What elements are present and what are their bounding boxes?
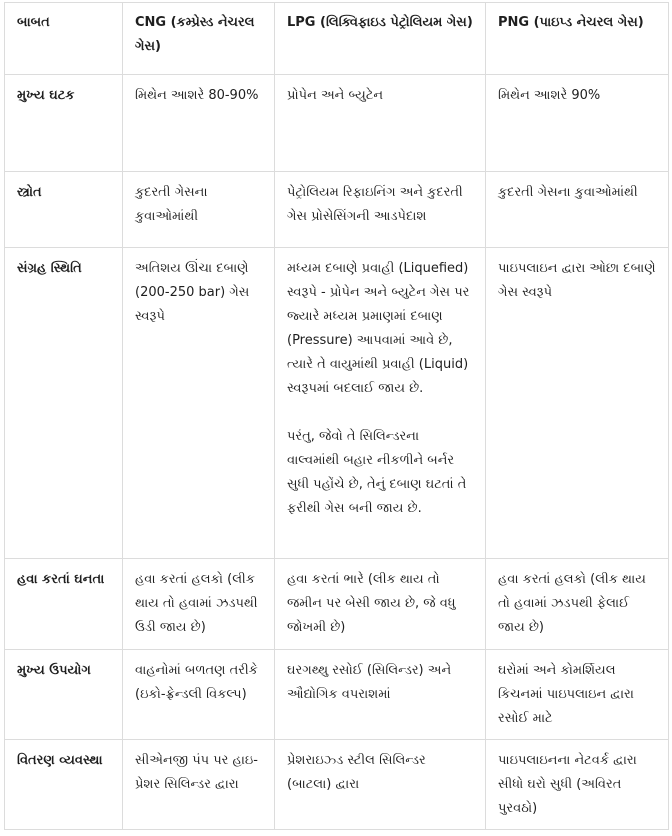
comparison-table-container xyxy=(4,2,668,830)
cell-cng: મિથેન આશરે 80-90% xyxy=(123,75,275,172)
table-row xyxy=(5,559,669,650)
row-label: સંગ્રહ સ્થિતિ xyxy=(5,248,123,559)
cell-png: પાઇપલાઇનના નેટવર્ક દ્વારા સીધો ઘરો સુધી (અવિરત પુરવઠો) xyxy=(486,740,669,830)
cell-lpg-paragraph: મધ્યમ દબાણે પ્રવાહી (Liquefied) સ્વરૂપે - પ્રોપેન અને બ્યુટેન ગેસ પર જ્યારે મધ્યમ પ્રમાણમાં દબાણ (Pressure) આપવામાં આવે છે, ત્યારે તે વાયુમાંથી પ્રવાહી (Liquid) સ્વરૂપમાં બદલાઈ જાય છે. xyxy=(287,261,470,396)
row-label: મુખ્ય ઘટક xyxy=(5,75,123,172)
cell-png: પાઇપલાઇન દ્વારા ઓછા દબાણે ગેસ સ્વરૂપે xyxy=(486,248,669,559)
row-label: વિતરણ વ્યવસ્થા xyxy=(5,740,123,830)
cell-lpg-note: પરંતુ, જેવો તે સિલિન્ડરના વાલ્વમાંથી બહાર નીકળીને બર્નર સુધી પહોંચે છે, તેનું દબાણ ઘટતાં તે ફરીથી ગેસ બની જાય છે. xyxy=(287,429,467,516)
header-topic: બાબત xyxy=(5,3,123,75)
gas-comparison-table xyxy=(4,2,669,830)
cell-lpg: ઘરગથ્થુ રસોઈ (સિલિન્ડર) અને ઔદ્યોગિક વપરાશમાં xyxy=(275,650,486,740)
cell-png: મિથેન આશરે 90% xyxy=(486,75,669,172)
cell-cng: હવા કરતાં હલકો (લીક થાય તો હવામાં ઝડપથી ઉડી જાય છે) xyxy=(123,559,275,650)
cell-lpg: પ્રોપેન અને બ્યુટેન xyxy=(275,75,486,172)
cell-lpg: પ્રેશરાઇઝ્ડ સ્ટીલ સિલિન્ડર (બાટલા) દ્વારા xyxy=(275,740,486,830)
cell-lpg: પેટ્રોલિયમ રિફાઇનિંગ અને કુદરતી ગેસ પ્રોસેસિંગની આડપેદાશ xyxy=(275,172,486,248)
cell-lpg xyxy=(275,248,486,559)
row-label: મુખ્ય ઉપયોગ xyxy=(5,650,123,740)
cell-cng: કુદરતી ગેસના કુવાઓમાંથી xyxy=(123,172,275,248)
header-png: PNG (પાઇપ્ડ નેચરલ ગેસ) xyxy=(486,3,669,75)
row-label: સ્ત્રોત xyxy=(5,172,123,248)
table-row xyxy=(5,75,669,172)
cell-png: કુદરતી ગેસના કુવાઓમાંથી xyxy=(486,172,669,248)
header-lpg: LPG (લિક્વિફાઇડ પેટ્રોલિયમ ગેસ) xyxy=(275,3,486,75)
table-row xyxy=(5,650,669,740)
cell-cng: વાહનોમાં બળતણ તરીકે (ઇકો-ફ્રેન્ડલી વિકલ્પ) xyxy=(123,650,275,740)
cell-png: હવા કરતાં હલકો (લીક થાય તો હવામાં ઝડપથી ફેલાઈ જાય છે) xyxy=(486,559,669,650)
cell-cng: સીએનજી પંપ પર હાઇ-પ્રેશર સિલિન્ડર દ્વારા xyxy=(123,740,275,830)
table-row xyxy=(5,248,669,559)
table-row xyxy=(5,172,669,248)
table-header-row xyxy=(5,3,669,75)
cell-cng: અતિશય ઊંચા દબાણે (200-250 bar) ગેસ સ્વરૂપે xyxy=(123,248,275,559)
table-row xyxy=(5,740,669,830)
cell-lpg: હવા કરતાં ભારે (લીક થાય તો જમીન પર બેસી જાય છે, જે વધુ જોખમી છે) xyxy=(275,559,486,650)
cell-png: ઘરોમાં અને કોમર્શિયલ કિચનમાં પાઇપલાઇન દ્વારા રસોઈ માટે xyxy=(486,650,669,740)
header-cng: CNG (કમ્પ્રેસ્ડ નેચરલ ગેસ) xyxy=(123,3,275,75)
row-label: હવા કરતાં ઘનતા xyxy=(5,559,123,650)
